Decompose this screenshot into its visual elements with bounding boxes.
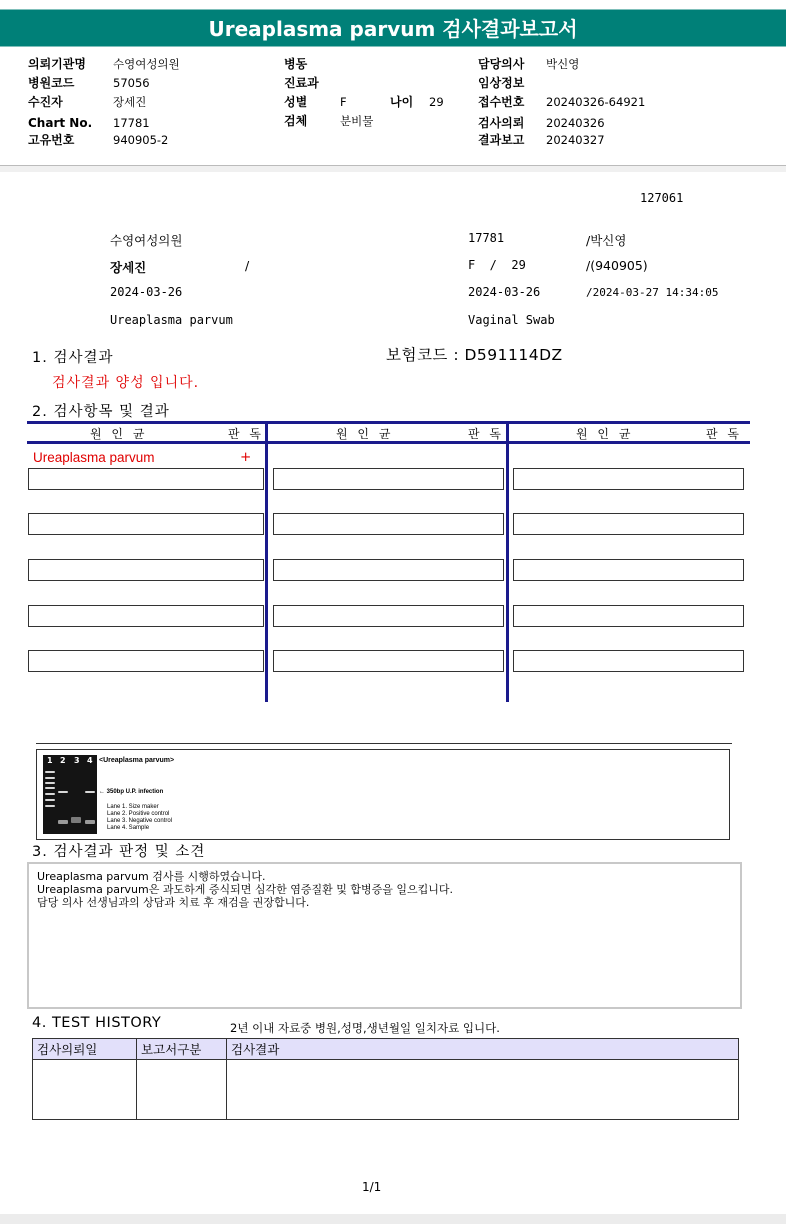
sex-label: 성별 xyxy=(284,95,308,109)
request-date-label: 검사의뢰 xyxy=(478,116,525,130)
gel-band xyxy=(58,791,68,793)
result-judgement: + xyxy=(240,449,252,465)
info-chart-no: 17781 xyxy=(468,231,505,245)
age-label: 나이 xyxy=(390,95,414,109)
gel-band xyxy=(45,777,55,779)
result-cell xyxy=(28,468,264,490)
hospital-code-value: 57056 xyxy=(113,76,150,90)
gel-band xyxy=(45,793,55,795)
sex-value: F xyxy=(340,95,347,109)
insurance-code: 보험코드 : D591114DZ xyxy=(386,346,563,364)
unique-id-label: 고유번호 xyxy=(28,133,75,147)
opinion-line: Ureaplasma parvum은 과도하게 증식되면 심각한 염증질환 및 합병증을 일으킵니다. xyxy=(37,883,453,896)
hospital-value: 수영여성의원 xyxy=(113,57,180,71)
opinion-box xyxy=(27,862,742,1009)
gel-band xyxy=(45,782,55,784)
col1-judge-header: 판 독 xyxy=(228,427,264,441)
specimen-label: 검체 xyxy=(284,114,308,128)
report-title: Ureaplasma parvum 검사결과보고서 xyxy=(0,9,786,47)
gel-band xyxy=(45,771,55,773)
info-sex-age: F / 29 xyxy=(468,258,526,272)
gel-band xyxy=(85,820,95,824)
dept-label: 진료과 xyxy=(284,76,319,90)
page-number: 1/1 xyxy=(362,1180,382,1194)
gel-legend-item: Lane 1. Size maker xyxy=(107,804,159,810)
patient-label: 수진자 xyxy=(28,95,63,109)
col1-pathogen-header: 원 인 균 xyxy=(90,427,148,441)
lane-number: 3 xyxy=(74,756,80,765)
gel-band xyxy=(45,799,55,801)
gel-top-rule xyxy=(36,743,732,744)
gel-arrow-text: 350bp U.P. infection xyxy=(106,789,164,795)
doctor-value: 박신영 xyxy=(546,57,580,71)
table-top-rule xyxy=(27,421,750,424)
section3-heading: 3. 검사결과 판정 및 소견 xyxy=(32,844,206,860)
info-report-datetime: /2024-03-27 14:34:05 xyxy=(586,286,719,299)
section4-heading: 4. TEST HISTORY xyxy=(32,1015,162,1031)
patient-value: 장세진 xyxy=(113,95,147,109)
info-birth: /(940905) xyxy=(586,258,648,273)
section2-heading: 2. 검사항목 및 결과 xyxy=(32,404,170,420)
lane-number: 1 xyxy=(47,756,53,765)
info-patient-sep: / xyxy=(245,258,250,273)
result-cell xyxy=(273,559,504,581)
specimen-value: 분비물 xyxy=(340,114,374,128)
history-cell xyxy=(137,1060,227,1120)
col2-judge-header: 판 독 xyxy=(468,427,504,441)
column-divider-1 xyxy=(265,421,268,702)
opinion-line: 담당 의사 선생님과의 상담과 치료 후 재검을 권장합니다. xyxy=(37,896,310,909)
gel-legend-item: Lane 3. Negative control xyxy=(107,818,173,824)
col3-judge-header: 판 독 xyxy=(706,427,742,441)
result-cell xyxy=(513,513,744,535)
doctor-label: 담당의사 xyxy=(478,57,525,71)
result-cell xyxy=(28,559,264,581)
hospital-label: 의뢰기관명 xyxy=(28,57,86,71)
col3-pathogen-header: 원 인 균 xyxy=(576,427,634,441)
doc-number: 127061 xyxy=(640,191,684,205)
report-date-value: 20240327 xyxy=(546,133,605,147)
info-patient: 장세진 xyxy=(110,260,147,275)
result-cell xyxy=(513,650,744,672)
history-col-result: 검사결과 xyxy=(227,1039,739,1060)
opinion-line: Ureaplasma parvum 검사를 시행하였습니다. xyxy=(37,870,266,883)
result-cell xyxy=(513,559,744,581)
history-cell xyxy=(227,1060,739,1120)
gel-electrophoresis-image xyxy=(43,755,97,834)
clinical-info-label: 임상정보 xyxy=(478,76,525,90)
age-value: 29 xyxy=(429,95,444,109)
section1-heading: 1. 검사결과 xyxy=(32,350,114,366)
gel-arrow-label: ← 350bp U.P. infection xyxy=(99,789,164,795)
result-cell xyxy=(273,468,504,490)
report-date-label: 결과보고 xyxy=(478,133,525,147)
unique-id-value: 940905-2 xyxy=(113,133,169,147)
page-bottom-strip xyxy=(0,1214,786,1224)
gel-band xyxy=(45,805,55,807)
col2-pathogen-header: 원 인 균 xyxy=(336,427,394,441)
result-cell xyxy=(513,468,744,490)
result-cell xyxy=(273,513,504,535)
info-doctor: /박신영 xyxy=(586,233,627,248)
gel-legend-item: Lane 2. Positive control xyxy=(107,811,170,817)
history-col-report-type: 보고서구분 xyxy=(137,1039,227,1060)
info-receipt-date: 2024-03-26 xyxy=(468,285,541,299)
history-header-row xyxy=(33,1039,739,1060)
info-hospital: 수영여성의원 xyxy=(110,233,183,248)
ward-label: 병동 xyxy=(284,57,308,71)
history-col-request-date: 검사의뢰일 xyxy=(33,1039,137,1060)
history-note: 2년 이내 자료중 병원,성명,생년월일 일치자료 입니다. xyxy=(230,1021,500,1035)
info-test-name: Ureaplasma parvum xyxy=(110,313,233,327)
history-cell xyxy=(33,1060,137,1120)
gel-band xyxy=(58,820,68,824)
test-history-table xyxy=(32,1038,739,1120)
result-cell xyxy=(513,605,744,627)
gel-legend-item: Lane 4. Sample xyxy=(107,825,150,831)
gel-band xyxy=(85,791,95,793)
result-cell xyxy=(28,513,264,535)
lane-number: 4 xyxy=(87,756,93,765)
result-cell xyxy=(28,605,264,627)
result-statement: 검사결과 양성 입니다. xyxy=(52,375,200,391)
reception-no-value: 20240326-64921 xyxy=(546,95,646,109)
chart-no-value: 17781 xyxy=(113,116,150,130)
column-divider-2 xyxy=(506,421,509,702)
result-cell xyxy=(28,650,264,672)
gel-title: <Ureaplasma parvum> xyxy=(99,757,175,764)
history-empty-row xyxy=(33,1060,739,1120)
info-specimen: Vaginal Swab xyxy=(468,313,555,327)
gel-band xyxy=(45,787,55,789)
result-cell xyxy=(273,605,504,627)
info-collect-date: 2024-03-26 xyxy=(110,285,183,299)
request-date-value: 20240326 xyxy=(546,116,605,130)
hospital-code-label: 병원코드 xyxy=(28,76,75,90)
chart-no-label: Chart No. xyxy=(28,116,93,130)
header-gap xyxy=(0,166,786,172)
result-pathogen: Ureaplasma parvum xyxy=(33,450,155,465)
result-cell xyxy=(273,650,504,672)
lane-number: 2 xyxy=(60,756,66,765)
gel-band xyxy=(71,817,81,823)
reception-no-label: 접수번호 xyxy=(478,95,525,109)
